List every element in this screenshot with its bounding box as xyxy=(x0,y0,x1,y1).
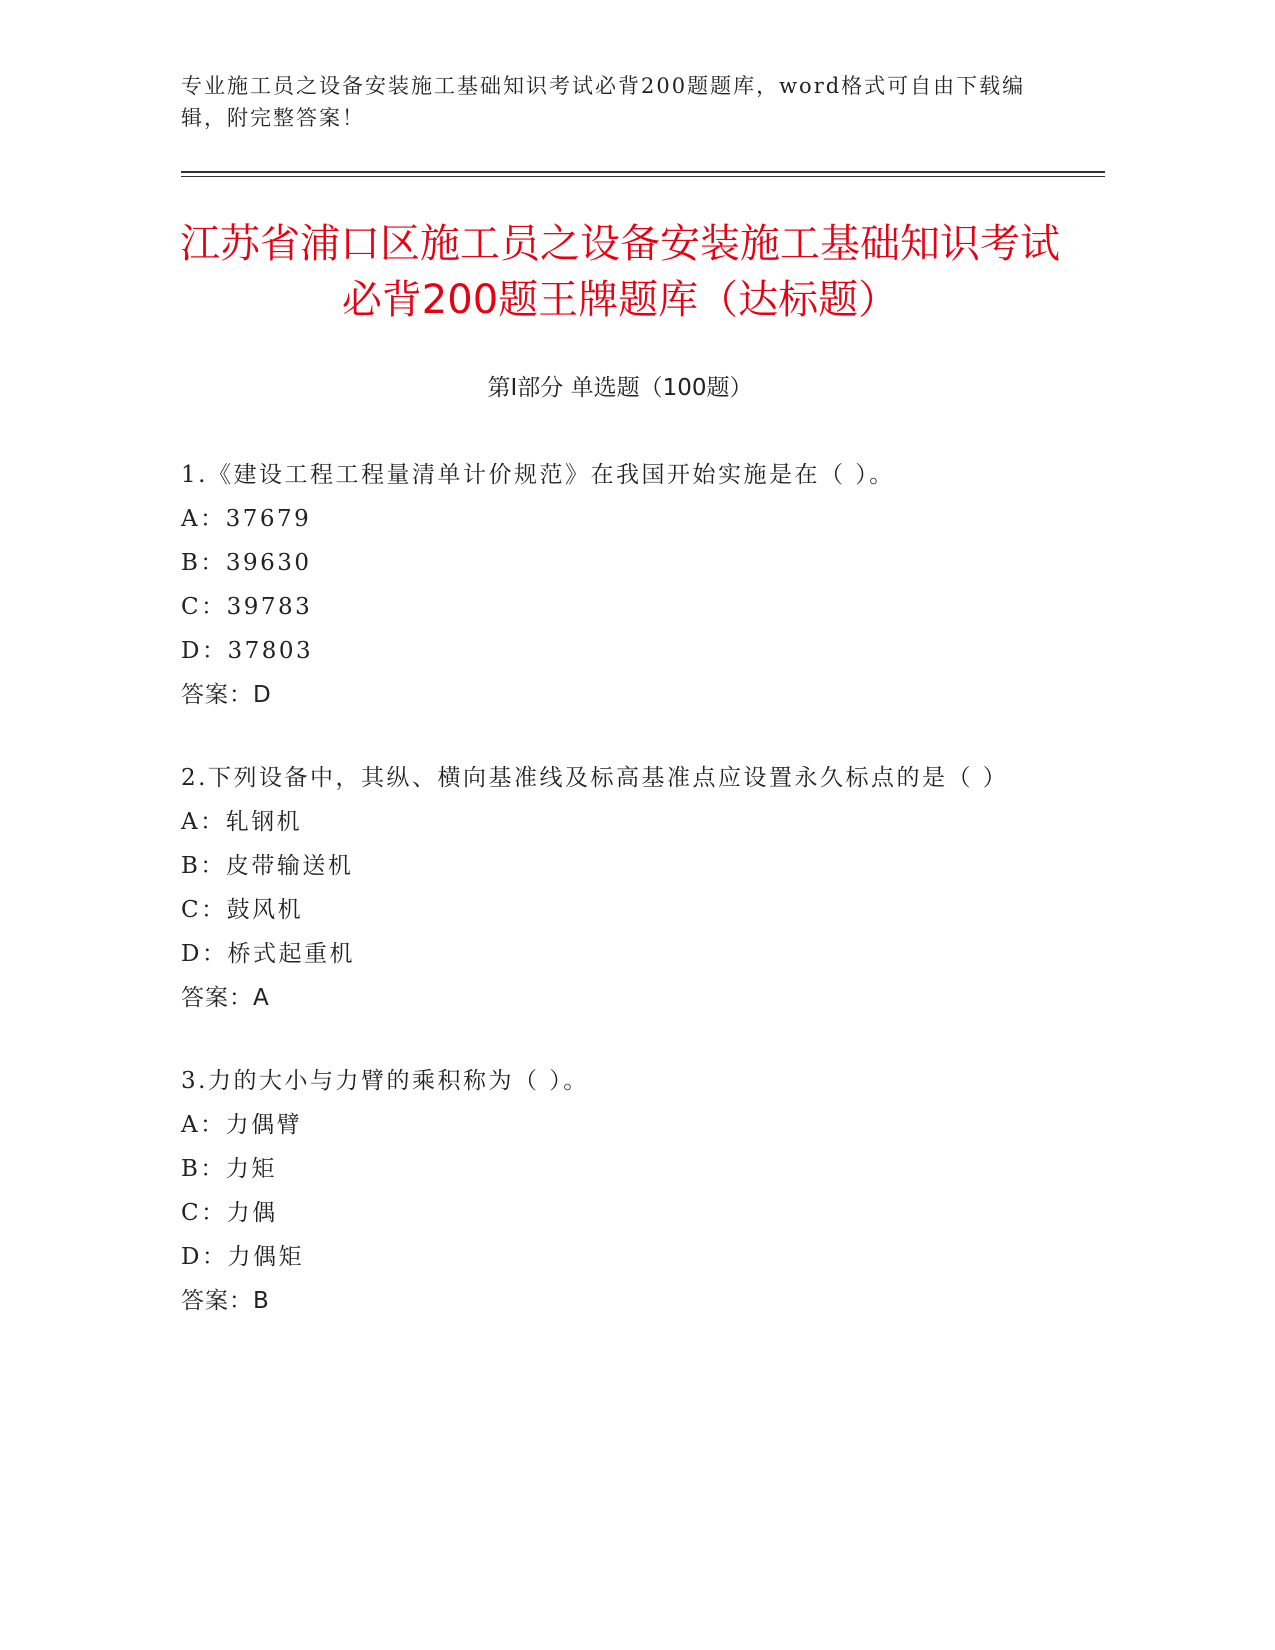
option-a: A：37679 xyxy=(181,506,312,532)
option-c: C：39783 xyxy=(181,594,313,620)
question-stem: 3.力的大小与力臂的乘积称为（ ）。 xyxy=(181,1068,589,1094)
option-d: D：力偶矩 xyxy=(181,1244,304,1270)
option-d: D：桥式起重机 xyxy=(181,941,355,967)
option-b: B：力矩 xyxy=(181,1156,277,1182)
option-b: B：皮带输送机 xyxy=(181,853,354,879)
answer: 答案：D xyxy=(181,682,272,708)
question-3 xyxy=(181,1059,1041,1323)
option-b: B：39630 xyxy=(181,550,312,576)
option-c: C：力偶 xyxy=(181,1200,278,1226)
question-stem: 2.下列设备中，其纵、横向基准线及标高基准点应设置永久标点的是（ ） xyxy=(181,765,1009,791)
page-header: 专业施工员之设备安装施工基础知识考试必背200题题库，word格式可自由下载编辑，附完整答案！ xyxy=(181,74,1026,130)
answer: 答案：B xyxy=(181,1288,270,1314)
option-a: A：力偶臂 xyxy=(181,1112,303,1138)
question-stem: 1.《建设工程工程量清单计价规范》在我国开始实施是在（ ）。 xyxy=(181,462,895,488)
question-2 xyxy=(181,756,1041,1020)
header-divider-thin xyxy=(181,176,1105,177)
option-d: D：37803 xyxy=(181,638,314,664)
answer: 答案：A xyxy=(181,985,270,1011)
question-1 xyxy=(181,453,1041,717)
document-title: 江苏省浦口区施工员之设备安装施工基础知识考试必背200题王牌题库（达标题） xyxy=(180,221,1060,323)
option-c: C：鼓风机 xyxy=(181,897,304,923)
section-heading: 第Ⅰ部分 单选题（100题） xyxy=(487,375,753,401)
header-divider xyxy=(181,171,1105,173)
question-list xyxy=(181,453,1041,1323)
option-a: A：轧钢机 xyxy=(181,809,303,835)
